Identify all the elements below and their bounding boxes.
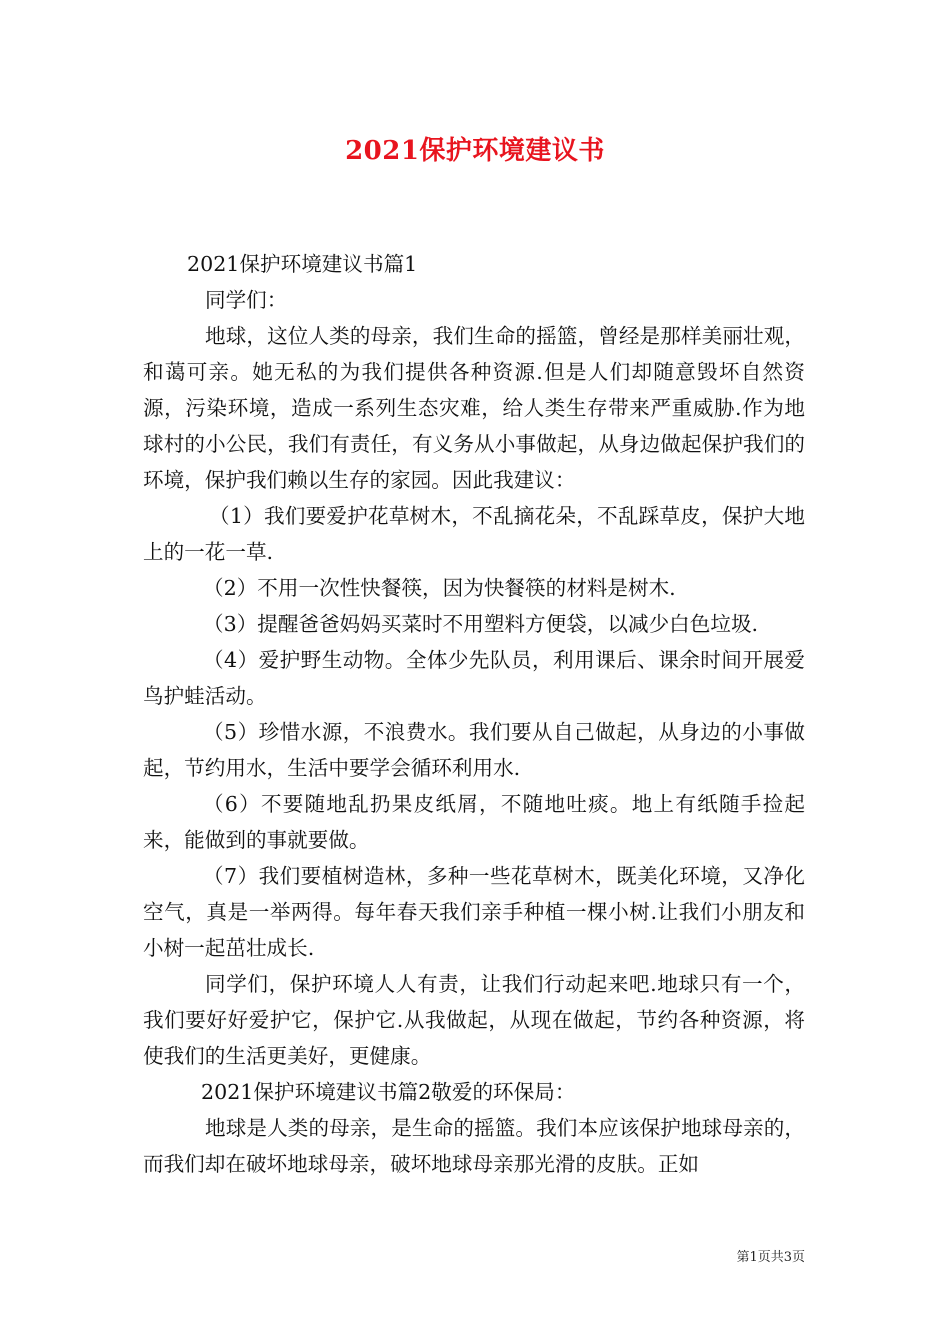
section1-heading: 2021保护环境建议书篇1 <box>187 252 418 276</box>
document-title: 2021保护环境建议书 <box>345 136 605 166</box>
list-item: （4）爱护野生动物。全体少先队员，利用课后、课余时间开展爱鸟护蛙活动。 <box>143 648 805 708</box>
salutation: 同学们： <box>205 288 288 312</box>
list-item: （7）我们要植树造林，多种一些花草树木，既美化环境，又净化空气，真是一举两得。每年春天我们亲手种植一棵小树.让我们小朋友和小树一起茁壮成长. <box>143 864 805 960</box>
list-item: （5）珍惜水源，不浪费水。我们要从自己做起，从身边的小事做起，节约用水，生活中要学会循环利用水. <box>143 720 805 780</box>
list-item: （6）不要随地乱扔果皮纸屑，不随地吐痰。地上有纸随手捡起来，能做到的事就要做。 <box>143 792 805 852</box>
list-item: （1）我们要爱护花草树木，不乱摘花朵，不乱踩草皮，保护大地上的一花一草. <box>143 504 805 564</box>
document-body <box>143 246 805 1182</box>
page-number: 第1页共3页 <box>736 1250 805 1265</box>
list-item: （3）提醒爸爸妈妈买菜时不用塑料方便袋，以减少白色垃圾. <box>203 612 759 636</box>
intro-paragraph: 地球，这位人类的母亲，我们生命的摇篮，曾经是那样美丽壮观，和蔼可亲。她无私的为我们提供各种资源.但是人们却随意毁坏自然资源，污染环境，造成一系列生态灾难，给人类生存带来严重威胁.作为地球村的小公民，我们有责任，有义务从小事做起，从身边做起保护我们的环境，保护我们赖以生存的家园。因此我建议： <box>143 324 805 492</box>
section2-heading: 2021保护环境建议书篇2敬爱的环保局： <box>201 1080 576 1104</box>
section2-paragraph: 地球是人类的母亲，是生命的摇篮。我们本应该保护地球母亲的，而我们却在破坏地球母亲，破坏地球母亲那光滑的皮肤。正如 <box>143 1116 805 1176</box>
closing-paragraph: 同学们，保护环境人人有责，让我们行动起来吧.地球只有一个，我们要好好爱护它，保护它.从我做起，从现在做起，节约各种资源，将使我们的生活更美好，更健康。 <box>143 972 805 1068</box>
list-item: （2）不用一次性快餐筷，因为快餐筷的材料是树木. <box>203 576 676 600</box>
